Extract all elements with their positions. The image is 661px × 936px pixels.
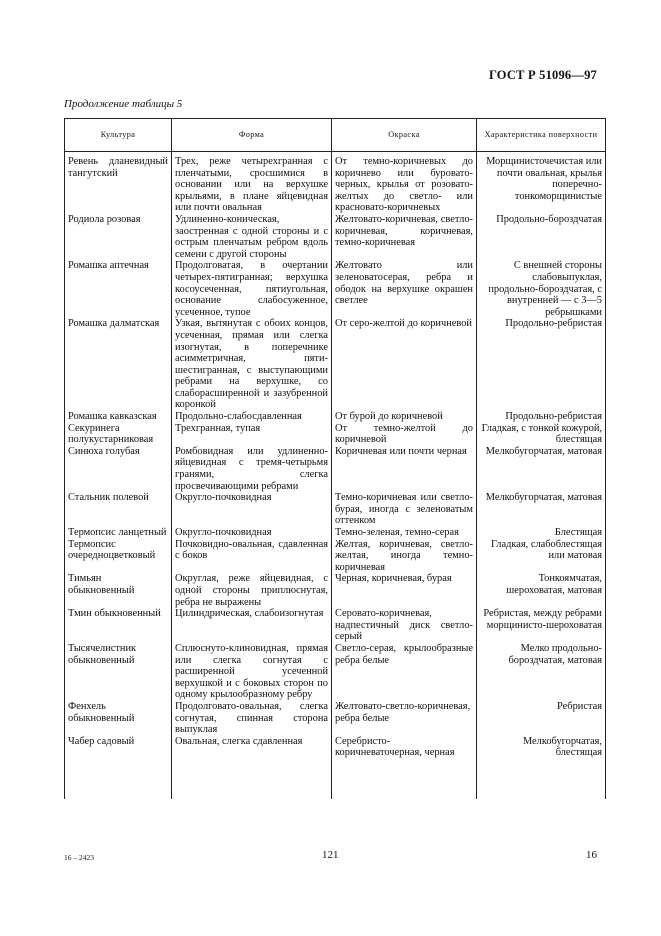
empty-cell (65, 759, 172, 799)
table-header-row (65, 119, 606, 152)
color-cell: Серебристо-коричневаточерная, черная (332, 736, 477, 759)
color-cell: Желтовато-коричневая, светло-коричневая, коричневая, темно-коричневая (332, 214, 477, 260)
form-cell: Удлиненно-коническая, заостренная с одной стороны и с острым пленчатым ребром вдоль семени с другой стороны (172, 214, 332, 260)
page-number: 121 (322, 849, 339, 861)
characteristics-table (64, 118, 606, 799)
form-cell: Продолговатая, в очертании четырех-пятигранная; верхушка косоусеченная, пятиугольная, основание слабосуженное, усеченное, тупое (172, 260, 332, 318)
table-row (65, 539, 606, 574)
form-cell: Почковидно-овальная, сдавленная с боков (172, 539, 332, 574)
culture-cell: Тысячелистник обыкновенный (65, 643, 172, 701)
culture-cell: Синюха голубая (65, 446, 172, 492)
column-header-form: Форма (172, 119, 332, 152)
color-cell: Серовато-коричневая, надпестичный диск светло-серый (332, 608, 477, 643)
form-cell: Округло-почковидная (172, 492, 332, 527)
print-code: 16 – 2423 (64, 853, 94, 862)
form-cell: Сплюснуто-клиновидная, прямая или слегка согнутая с расширенной усеченной верхушкой и с боковых сторон по одному крылообразному ребру (172, 643, 332, 701)
color-cell: Темно-коричневая или светло-бурая, иногда с зеленоватым оттенком (332, 492, 477, 527)
surface-cell: Мелко продольно-бороздчатая, матовая (477, 643, 606, 701)
color-cell: От темно-коричневых до коричнево или буровато-черных, крылья от розовато-желтых до светло- или красновато-коричневых (332, 152, 477, 214)
surface-cell: Мелкобугорчатая, матовая (477, 446, 606, 492)
surface-cell: Продольно-ребристая (477, 318, 606, 411)
culture-cell: Термопсис очередноцветковый (65, 539, 172, 574)
form-cell: Продольно-слабосдавленная (172, 411, 332, 423)
form-cell: Трех, реже четырехгранная с пленчатыми, сросшимися в основании или на верхушке крыльями, в плане яйцевидная или почти овальная (172, 152, 332, 214)
color-cell: Светло-серая, крылообразные ребра белые (332, 643, 477, 701)
culture-cell: Термопсис ланцетный (65, 527, 172, 539)
form-cell: Овальная, слегка сдавленная (172, 736, 332, 759)
standard-number: ГОСТ Р 51096—97 (488, 68, 597, 82)
color-cell: Желтовато или зеленоватосерая, ребра и ободок на верхушке окрашен светлее (332, 260, 477, 318)
column-header-culture: Культура (65, 119, 172, 152)
culture-cell: Чабер садовый (65, 736, 172, 759)
culture-cell: Тимьян обыкновенный (65, 573, 172, 608)
column-header-surface: Характеристика поверхности (477, 119, 606, 152)
table-row (65, 527, 606, 539)
table-continuation-caption: Продолжение таблицы 5 (64, 98, 183, 110)
culture-cell: Ромашка аптечная (65, 260, 172, 318)
form-cell: Округлая, реже яйцевидная, с одной стороны приплюснутая, ребра не выражены (172, 573, 332, 608)
surface-cell: Продольно-бороздчатая (477, 214, 606, 260)
surface-cell: Продольно-ребристая (477, 411, 606, 423)
surface-cell: С внешней стороны слабовыпуклая, продольно-бороздчатая, с внутренней — с 3—5 ребрышками (477, 260, 606, 318)
surface-cell: Гладкая, с тонкой кожурой, блестящая (477, 423, 606, 446)
culture-cell: Ромашка далматская (65, 318, 172, 411)
surface-cell: Мелкобугорчатая, матовая (477, 492, 606, 527)
color-cell: От бурой до коричневой (332, 411, 477, 423)
surface-cell: Мелкобугорчатая, блестящая (477, 736, 606, 759)
color-cell: Темно-зеленая, темно-серая (332, 527, 477, 539)
color-cell: От серо-желтой до коричневой (332, 318, 477, 411)
sheet-number: 16 (586, 849, 597, 861)
form-cell: Округло-почковидная (172, 527, 332, 539)
table-row (65, 492, 606, 527)
culture-cell: Родиола розовая (65, 214, 172, 260)
surface-cell: Тонкоямчатая, шероховатая, матовая (477, 573, 606, 608)
culture-cell: Тмин обыкновенный (65, 608, 172, 643)
culture-cell: Ромашка кавказская (65, 411, 172, 423)
surface-cell: Гладкая, слабоблестящая или матовая (477, 539, 606, 574)
surface-cell: Ребристая, между ребрами морщинисто-шероховатая (477, 608, 606, 643)
surface-cell: Ребристая (477, 701, 606, 736)
table-row (65, 701, 606, 736)
culture-cell: Стальник полевой (65, 492, 172, 527)
culture-cell: Ревень дланевидный тангутский (65, 152, 172, 214)
table-row (65, 214, 606, 260)
table-row (65, 152, 606, 214)
color-cell: Желтая, коричневая, светло-желтая, иногда темно-коричневая (332, 539, 477, 574)
table-row (65, 411, 606, 423)
table-row (65, 423, 606, 446)
form-cell: Узкая, вытянутая с обоих концов, усеченная, прямая или слегка изогнутая, в поперечнике асимметричная, пяти-шестигранная, с выступающими ребрами на верхушке, со слаборасширенной и зазубренной коронкой (172, 318, 332, 411)
table-row (65, 643, 606, 701)
surface-cell: Блестящая (477, 527, 606, 539)
table-bottom-filler (65, 759, 606, 799)
table-row (65, 573, 606, 608)
color-cell: Коричневая или почти черная (332, 446, 477, 492)
table-row (65, 736, 606, 759)
surface-cell: Морщинисточечистая или почти овальная, крылья поперечно-тонкоморщинистые (477, 152, 606, 214)
table-row (65, 260, 606, 318)
empty-cell (172, 759, 332, 799)
color-cell: От темно-желтой до коричневой (332, 423, 477, 446)
form-cell: Продолговато-овальная, слегка согнутая, спинная сторона выпуклая (172, 701, 332, 736)
empty-cell (477, 759, 606, 799)
color-cell: Желтовато-светло-коричневая, ребра белые (332, 701, 477, 736)
culture-cell: Фенхель обыкновенный (65, 701, 172, 736)
empty-cell (332, 759, 477, 799)
color-cell: Черная, коричневая, бурая (332, 573, 477, 608)
table-row (65, 608, 606, 643)
form-cell: Цилиндрическая, слабоизогнутая (172, 608, 332, 643)
table-row (65, 318, 606, 411)
column-header-color: Окраска (332, 119, 477, 152)
form-cell: Ромбовидная или удлиненно-яйцевидная с тремя-четырьмя гранями, слегка просвечивающими ребрами (172, 446, 332, 492)
culture-cell: Секуринега полукустарниковая (65, 423, 172, 446)
form-cell: Трехгранная, тупая (172, 423, 332, 446)
table-row (65, 446, 606, 492)
